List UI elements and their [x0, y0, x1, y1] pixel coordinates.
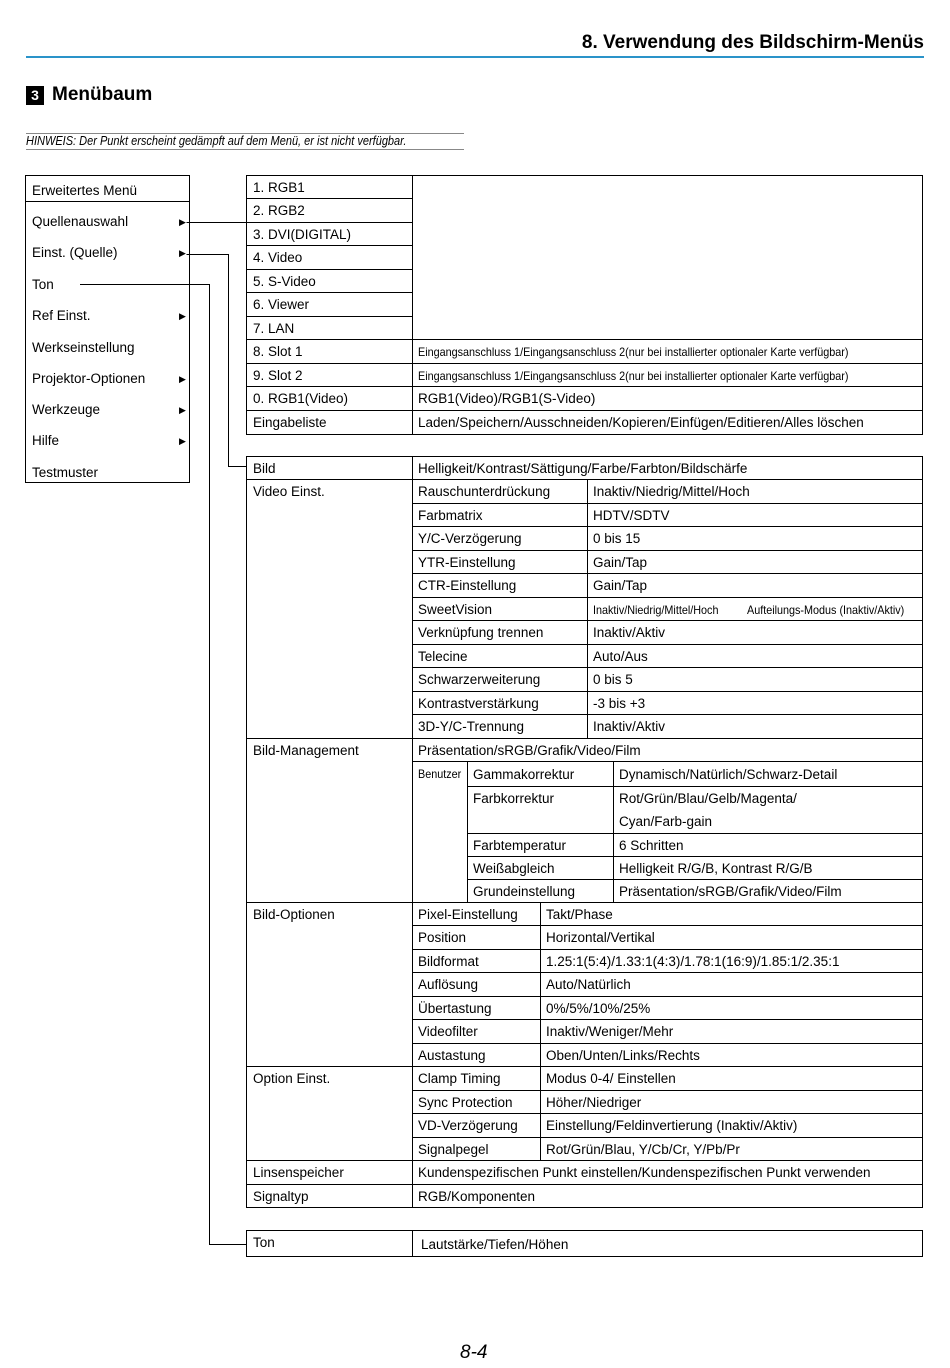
option-einst-value: Höher/Niedriger — [546, 1095, 642, 1110]
section-number-badge: 3 — [26, 86, 44, 105]
source-row-value: RGB1(Video)/RGB1(S-Video) — [418, 391, 596, 406]
bild-optionen-item[interactable]: Position — [418, 930, 467, 945]
bild-optionen-value: Takt/Phase — [546, 907, 613, 922]
bild-optionen-value: 0%/5%/10%/25% — [546, 1001, 651, 1016]
bild-management-value: Präsentation/sRGB/Grafik/Video/Film — [418, 743, 641, 758]
menu-item-erweitertes-menu[interactable]: Erweitertes Menü — [32, 183, 138, 198]
linsenspeicher-value: Kundenspezifischen Punkt einstellen/Kundenspezifischen Punkt verwenden — [418, 1165, 871, 1180]
option-einst-value: Modus 0-4/ Einstellen — [546, 1071, 676, 1086]
ton-label[interactable]: Ton — [253, 1235, 275, 1250]
source-row-label[interactable]: 7. LAN — [253, 321, 295, 336]
bild-management-item-value: Cyan/Farb-gain — [619, 814, 713, 829]
bild-optionen-item[interactable]: Pixel-Einstellung — [418, 907, 518, 922]
signaltyp-value: RGB/Komponenten — [418, 1189, 536, 1204]
settings-linsenspeicher-label[interactable]: Linsenspeicher — [253, 1165, 344, 1180]
bild-optionen-value: Inaktiv/Weniger/Mehr — [546, 1024, 674, 1039]
source-row-label[interactable]: 9. Slot 2 — [253, 368, 303, 383]
benutzer-label[interactable]: Benutzer — [418, 767, 462, 781]
option-einst-item[interactable]: Signalpegel — [418, 1142, 489, 1157]
source-row-label[interactable]: 1. RGB1 — [253, 180, 305, 195]
bild-management-item[interactable]: Farbtemperatur — [473, 838, 567, 853]
sweetvision-split-mode: Aufteilungs-Modus (Inaktiv/Aktiv) — [747, 603, 905, 617]
video-einst-value: Gain/Tap — [593, 578, 648, 593]
menu-item-ref-einst[interactable]: Ref Einst. — [32, 308, 91, 323]
source-row-label[interactable]: 0. RGB1(Video) — [253, 391, 349, 406]
bild-optionen-item[interactable]: Bildformat — [418, 954, 479, 969]
video-einst-item[interactable]: Schwarzerweiterung — [418, 672, 541, 687]
settings-bild-label[interactable]: Bild — [253, 461, 276, 476]
settings-bild-optionen-label[interactable]: Bild-Optionen — [253, 907, 335, 922]
submenu-arrow-icon: ▶ — [179, 217, 186, 227]
submenu-arrow-icon: ▶ — [179, 405, 186, 415]
video-einst-value: 0 bis 5 — [593, 672, 633, 687]
menu-item-projektor-optionen[interactable]: Projektor-Optionen — [32, 371, 146, 386]
page-header-title: 8. Verwendung des Bildschirm-Menüs — [581, 32, 924, 53]
source-row-label[interactable]: 2. RGB2 — [253, 203, 305, 218]
bild-management-item-value: Helligkeit R/G/B, Kontrast R/G/B — [619, 861, 813, 876]
settings-signaltyp-label[interactable]: Signaltyp — [253, 1189, 309, 1204]
submenu-arrow-icon: ▶ — [179, 374, 186, 384]
video-einst-item[interactable]: YTR-Einstellung — [418, 555, 516, 570]
option-einst-item[interactable]: VD-Verzögerung — [418, 1118, 518, 1133]
section-title: Menübaum — [52, 84, 153, 105]
bild-optionen-item[interactable]: Übertastung — [418, 1001, 492, 1016]
source-row-label[interactable]: 5. S-Video — [253, 274, 316, 289]
submenu-arrow-icon: ▶ — [179, 248, 186, 258]
bild-management-item-value: Dynamisch/Natürlich/Schwarz-Detail — [619, 767, 838, 782]
bild-optionen-value: Horizontal/Vertikal — [546, 930, 655, 945]
option-einst-item[interactable]: Sync Protection — [418, 1095, 513, 1110]
source-row-value: Eingangsanschluss 1/Eingangsanschluss 2(nur bei installierter optionaler Karte verfügbar) — [418, 369, 849, 383]
source-row-label[interactable]: Eingabeliste — [253, 415, 327, 430]
video-einst-item[interactable]: Telecine — [418, 649, 468, 664]
video-einst-item[interactable]: CTR-Einstellung — [418, 578, 517, 593]
note-text: HINWEIS: Der Punkt erscheint gedämpft auf dem Menü, er ist nicht verfügbar. — [26, 134, 407, 148]
video-einst-item[interactable]: SweetVision — [418, 602, 493, 617]
bild-management-item[interactable]: Farbkorrektur — [473, 791, 555, 806]
menu-item-quellenauswahl[interactable]: Quellenauswahl — [32, 214, 129, 229]
option-einst-value: Einstellung/Feldinvertierung (Inaktiv/Aktiv) — [546, 1118, 798, 1133]
bild-management-item-value: Präsentation/sRGB/Grafik/Video/Film — [619, 884, 842, 899]
bild-management-item-value: 6 Schritten — [619, 838, 684, 853]
video-einst-value: -3 bis +3 — [593, 696, 646, 711]
video-einst-value: Inaktiv/Aktiv — [593, 625, 666, 640]
video-einst-value: Gain/Tap — [593, 555, 648, 570]
source-row-label[interactable]: 6. Viewer — [253, 297, 310, 312]
menu-item-werkseinstellung[interactable]: Werkseinstellung — [32, 340, 135, 355]
source-row-value: Laden/Speichern/Ausschneiden/Kopieren/Einfügen/Editieren/Alles löschen — [418, 415, 864, 430]
bild-optionen-value: Auto/Natürlich — [546, 977, 631, 992]
submenu-arrow-icon: ▶ — [179, 436, 186, 446]
source-row-label[interactable]: 4. Video — [253, 250, 303, 265]
bild-management-item[interactable]: Gammakorrektur — [473, 767, 575, 782]
settings-bild-value: Helligkeit/Kontrast/Sättigung/Farbe/Farbton/Bildschärfe — [418, 461, 748, 476]
option-einst-value: Rot/Grün/Blau, Y/Cb/Cr, Y/Pb/Pr — [546, 1142, 740, 1157]
bild-optionen-value: Oben/Unten/Links/Rechts — [546, 1048, 700, 1063]
submenu-arrow-icon: ▶ — [179, 311, 186, 321]
bild-management-item-value: Rot/Grün/Blau/Gelb/Magenta/ — [619, 791, 797, 806]
menu-item-einst-quelle[interactable]: Einst. (Quelle) — [32, 245, 118, 260]
source-row-value: Eingangsanschluss 1/Eingangsanschluss 2(nur bei installierter optionaler Karte verfügbar) — [418, 345, 849, 359]
bild-optionen-item[interactable]: Auflösung — [418, 977, 479, 992]
bild-management-item[interactable]: Weißabgleich — [473, 861, 555, 876]
video-einst-value: Inaktiv/Aktiv — [593, 719, 666, 734]
settings-bild-management-label[interactable]: Bild-Management — [253, 743, 359, 758]
video-einst-item[interactable]: 3D-Y/C-Trennung — [418, 719, 525, 734]
option-einst-item[interactable]: Clamp Timing — [418, 1071, 501, 1086]
bild-optionen-item[interactable]: Austastung — [418, 1048, 486, 1063]
video-einst-item[interactable]: Y/C-Verzögerung — [418, 531, 522, 546]
bild-optionen-item[interactable]: Videofilter — [418, 1024, 478, 1039]
video-einst-value: Inaktiv/Niedrig/Mittel/Hoch — [593, 484, 750, 499]
menu-item-ton[interactable]: Ton — [32, 277, 54, 292]
page-number: 8-4 — [460, 1342, 488, 1363]
video-einst-item[interactable]: Farbmatrix — [418, 508, 483, 523]
menu-item-hilfe[interactable]: Hilfe — [32, 433, 60, 448]
bild-optionen-value: 1.25:1(5:4)/1.33:1(4:3)/1.78:1(16:9)/1.85:1/2.35:1 — [546, 954, 840, 969]
ton-value: Lautstärke/Tiefen/Höhen — [421, 1237, 569, 1252]
video-einst-item[interactable]: Kontrastverstärkung — [418, 696, 539, 711]
video-einst-value: Auto/Aus — [593, 649, 648, 664]
menu-item-testmuster[interactable]: Testmuster — [32, 465, 99, 480]
video-einst-value: HDTV/SDTV — [593, 508, 670, 523]
video-einst-item[interactable]: Rauschunterdrückung — [418, 484, 551, 499]
source-row-label[interactable]: 3. DVI(DIGITAL) — [253, 227, 352, 242]
video-einst-value: 0 bis 15 — [593, 531, 641, 546]
settings-video-einst-label[interactable]: Video Einst. — [253, 484, 325, 499]
video-einst-item[interactable]: Verknüpfung trennen — [418, 625, 544, 640]
menu-item-werkzeuge[interactable]: Werkzeuge — [32, 402, 101, 417]
settings-option-einst-label[interactable]: Option Einst. — [253, 1071, 331, 1086]
source-row-label[interactable]: 8. Slot 1 — [253, 344, 303, 359]
bild-management-item[interactable]: Grundeinstellung — [473, 884, 576, 899]
video-einst-value: Inaktiv/Niedrig/Mittel/Hoch — [593, 603, 719, 617]
